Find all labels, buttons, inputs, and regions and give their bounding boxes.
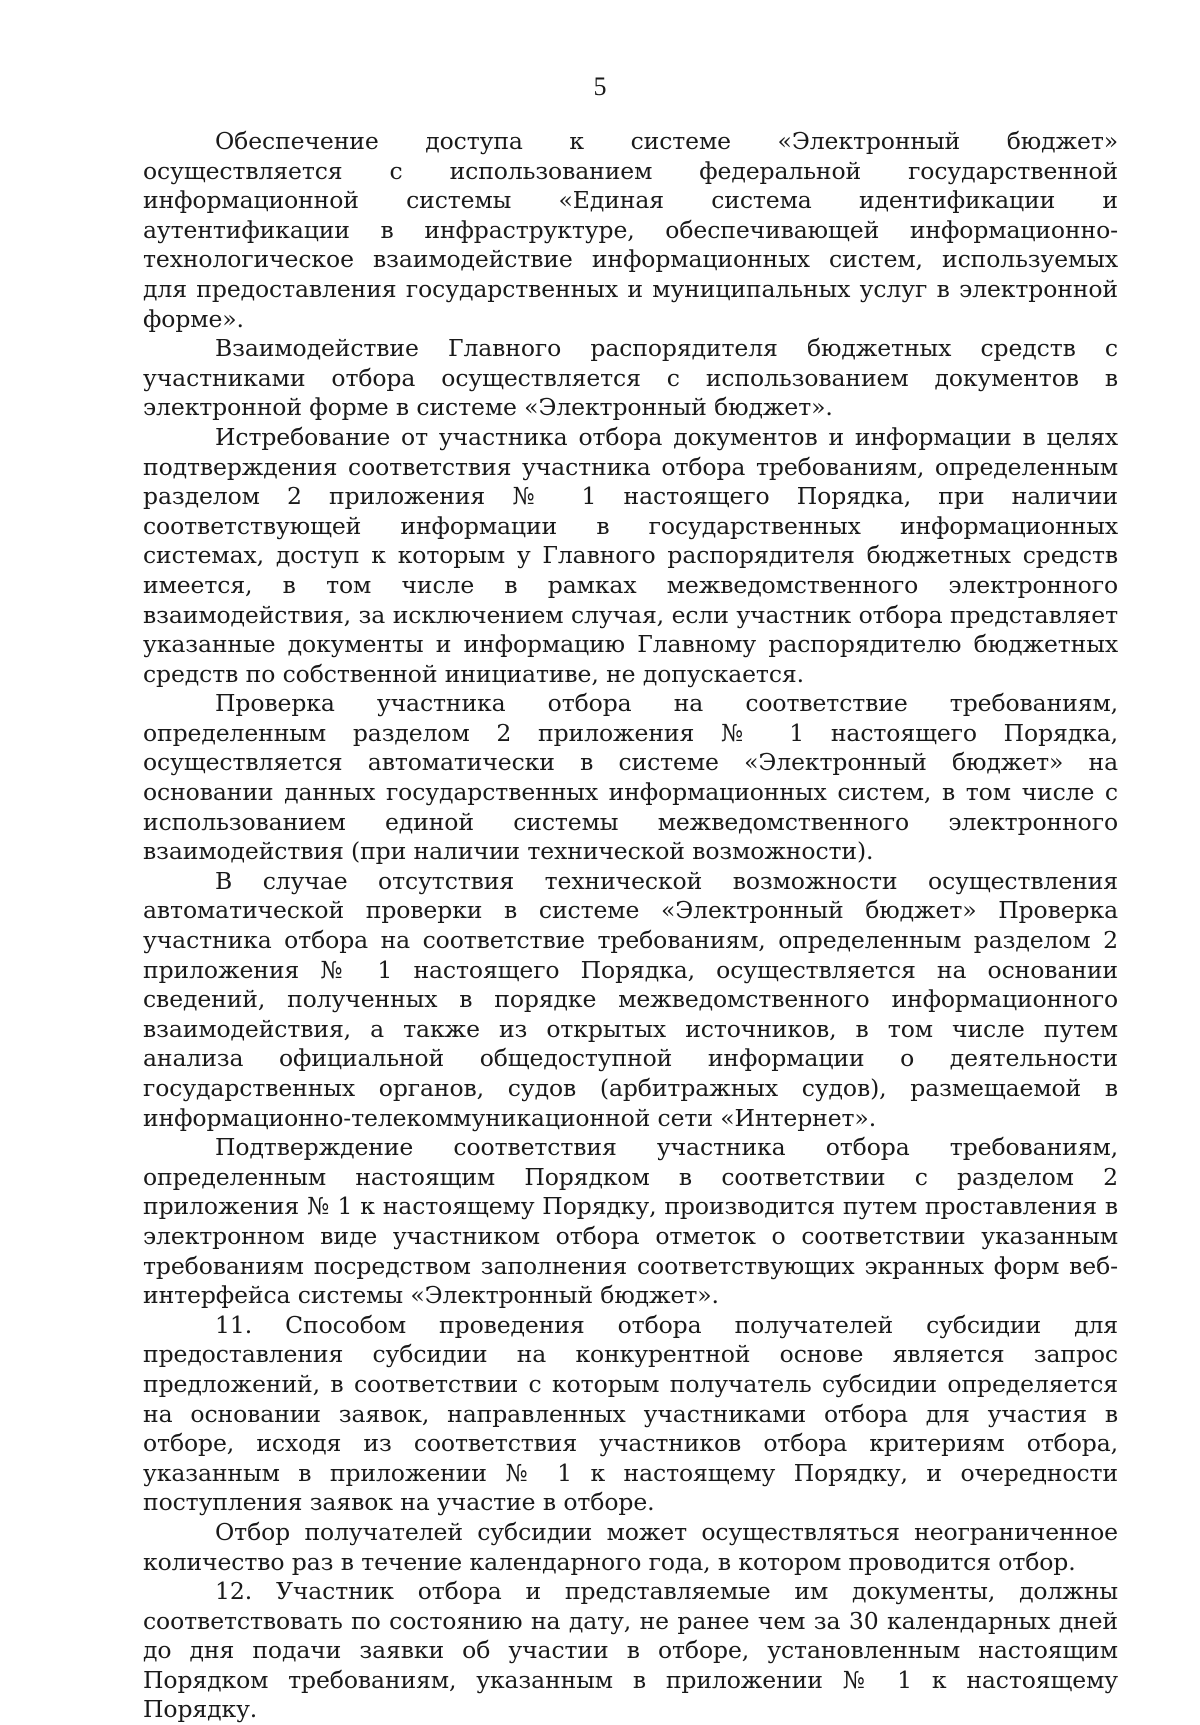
paragraph-clause-12: 12. Участник отбора и представляемые им документы, должны соответствовать по состоянию на дату, не ранее чем за 30 календарных дней до дня подачи заявки об участии в отборе, установленным настоящим Порядком требованиям, указанным в приложении № 1 к настоящему Порядку. — [143, 1577, 1118, 1724]
paragraph-access-system: Обеспечение доступа к системе «Электронный бюджет» осуществляется с использованием федеральной государственной информационной системы «Единая система идентификации и аутентификации в инфраструктуре, обеспечивающей информационно-технологическое взаимодействие информационных систем, используемых для предоставления государственных и муниципальных услуг в электронной форме». — [143, 127, 1118, 333]
paragraph-selection-frequency: Отбор получателей субсидии может осуществляться неограниченное количество раз в течение календарного года, в котором проводится отбор. — [143, 1517, 1118, 1576]
paragraph-clause-11: 11. Способом проведения отбора получателей субсидии для предоставления субсидии на конкурентной основе является запрос предложений, в соответствии с которым получатель субсидии определяется на основании заявок, направленных участниками отбора для участия в отборе, исходя из соответствия участников отбора критериям отбора, указанным в приложении № 1 к настоящему Порядку, и очередности поступления заявок на участие в отборе. — [143, 1310, 1118, 1517]
page-number: 5 — [593, 72, 607, 101]
document-body — [143, 127, 1118, 1725]
paragraph-manual-check: В случае отсутствия технической возможности осуществления автоматической проверки в системе «Электронный бюджет» Проверка участника отбора на соответствие требованиям, определенным разделом 2 приложения № 1 настоящего Порядка, осуществляется на основании сведений, полученных в порядке межведомственного информационного взаимодействия, а также из открытых источников, в том числе путем анализа официальной общедоступной информации о деятельности государственных органов, судов (арбитражных судов), размещаемой в информационно-телекоммуникационной сети «Интернет». — [143, 866, 1118, 1132]
paragraph-automatic-check: Проверка участника отбора на соответствие требованиям, определенным разделом 2 приложения № 1 настоящего Порядка, осуществляется автоматически в системе «Электронный бюджет» на основании данных государственных информационных систем, в том числе с использованием единой системы межведомственного электронного взаимодействия (при наличии технической возможности). — [143, 689, 1118, 866]
paragraph-document-request: Истребование от участника отбора документов и информации в целях подтверждения соответствия участника отбора требованиям, определенным разделом 2 приложения № 1 настоящего Порядка, при наличии соответствующей информации в государственных информационных системах, доступ к которым у Главного распорядителя бюджетных средств имеется, в том числе в рамках межведомственного электронного взаимодействия, за исключением случая, если участник отбора представляет указанные документы и информацию Главному распорядителю бюджетных средств по собственной инициативе, не допускается. — [143, 422, 1118, 688]
paragraph-confirmation: Подтверждение соответствия участника отбора требованиям, определенным настоящим Порядком в соответствии с разделом 2 приложения № 1 к настоящему Порядку, производится путем проставления в электронном виде участником отбора отметок о соответствии указанным требованиям посредством заполнения соответствующих экранных форм веб-интерфейса системы «Электронный бюджет». — [143, 1133, 1118, 1310]
paragraph-interaction: Взаимодействие Главного распорядителя бюджетных средств с участниками отбора осуществляется с использованием документов в электронной форме в системе «Электронный бюджет». — [143, 334, 1118, 422]
